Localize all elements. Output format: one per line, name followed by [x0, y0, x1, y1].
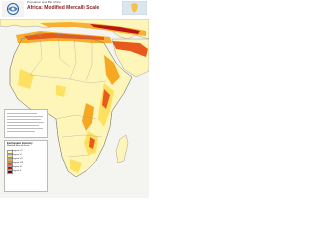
logo-icon — [2, 1, 24, 17]
legend-label: Degree VI — [12, 153, 22, 156]
legend-item — [7, 154, 47, 157]
legend-subtitle: Modified Mercalli Scale — [7, 145, 30, 147]
note-line — [7, 128, 43, 129]
map-page — [0, 0, 149, 198]
legend-label: Degree X — [12, 169, 22, 172]
legend-item — [7, 166, 47, 169]
legend-label: Degree VIII — [12, 161, 24, 164]
note-line — [7, 131, 35, 132]
map-subtitle: Population and Bin Africa — [27, 0, 61, 4]
note-line — [7, 119, 41, 120]
note-line — [7, 116, 43, 117]
legend-label: Degree IX — [12, 165, 22, 168]
header — [0, 0, 149, 19]
note-line — [7, 113, 37, 114]
legend-label: Degree VII — [12, 157, 23, 160]
map-legend — [4, 140, 48, 192]
note-line — [7, 125, 39, 126]
map-title: Africa: Modified Mercalli Scale — [27, 5, 100, 11]
legend-label: Degree I-V — [12, 149, 23, 152]
notes-panel — [4, 109, 48, 138]
legend-title: Earthquake Intensity — [7, 142, 33, 145]
legend-item — [7, 162, 47, 165]
legend-item — [7, 150, 47, 153]
madagascar-landmass — [116, 135, 128, 163]
inset-map — [122, 1, 147, 15]
legend-item — [7, 170, 47, 173]
note-line — [7, 122, 44, 123]
legend-item — [7, 158, 47, 161]
